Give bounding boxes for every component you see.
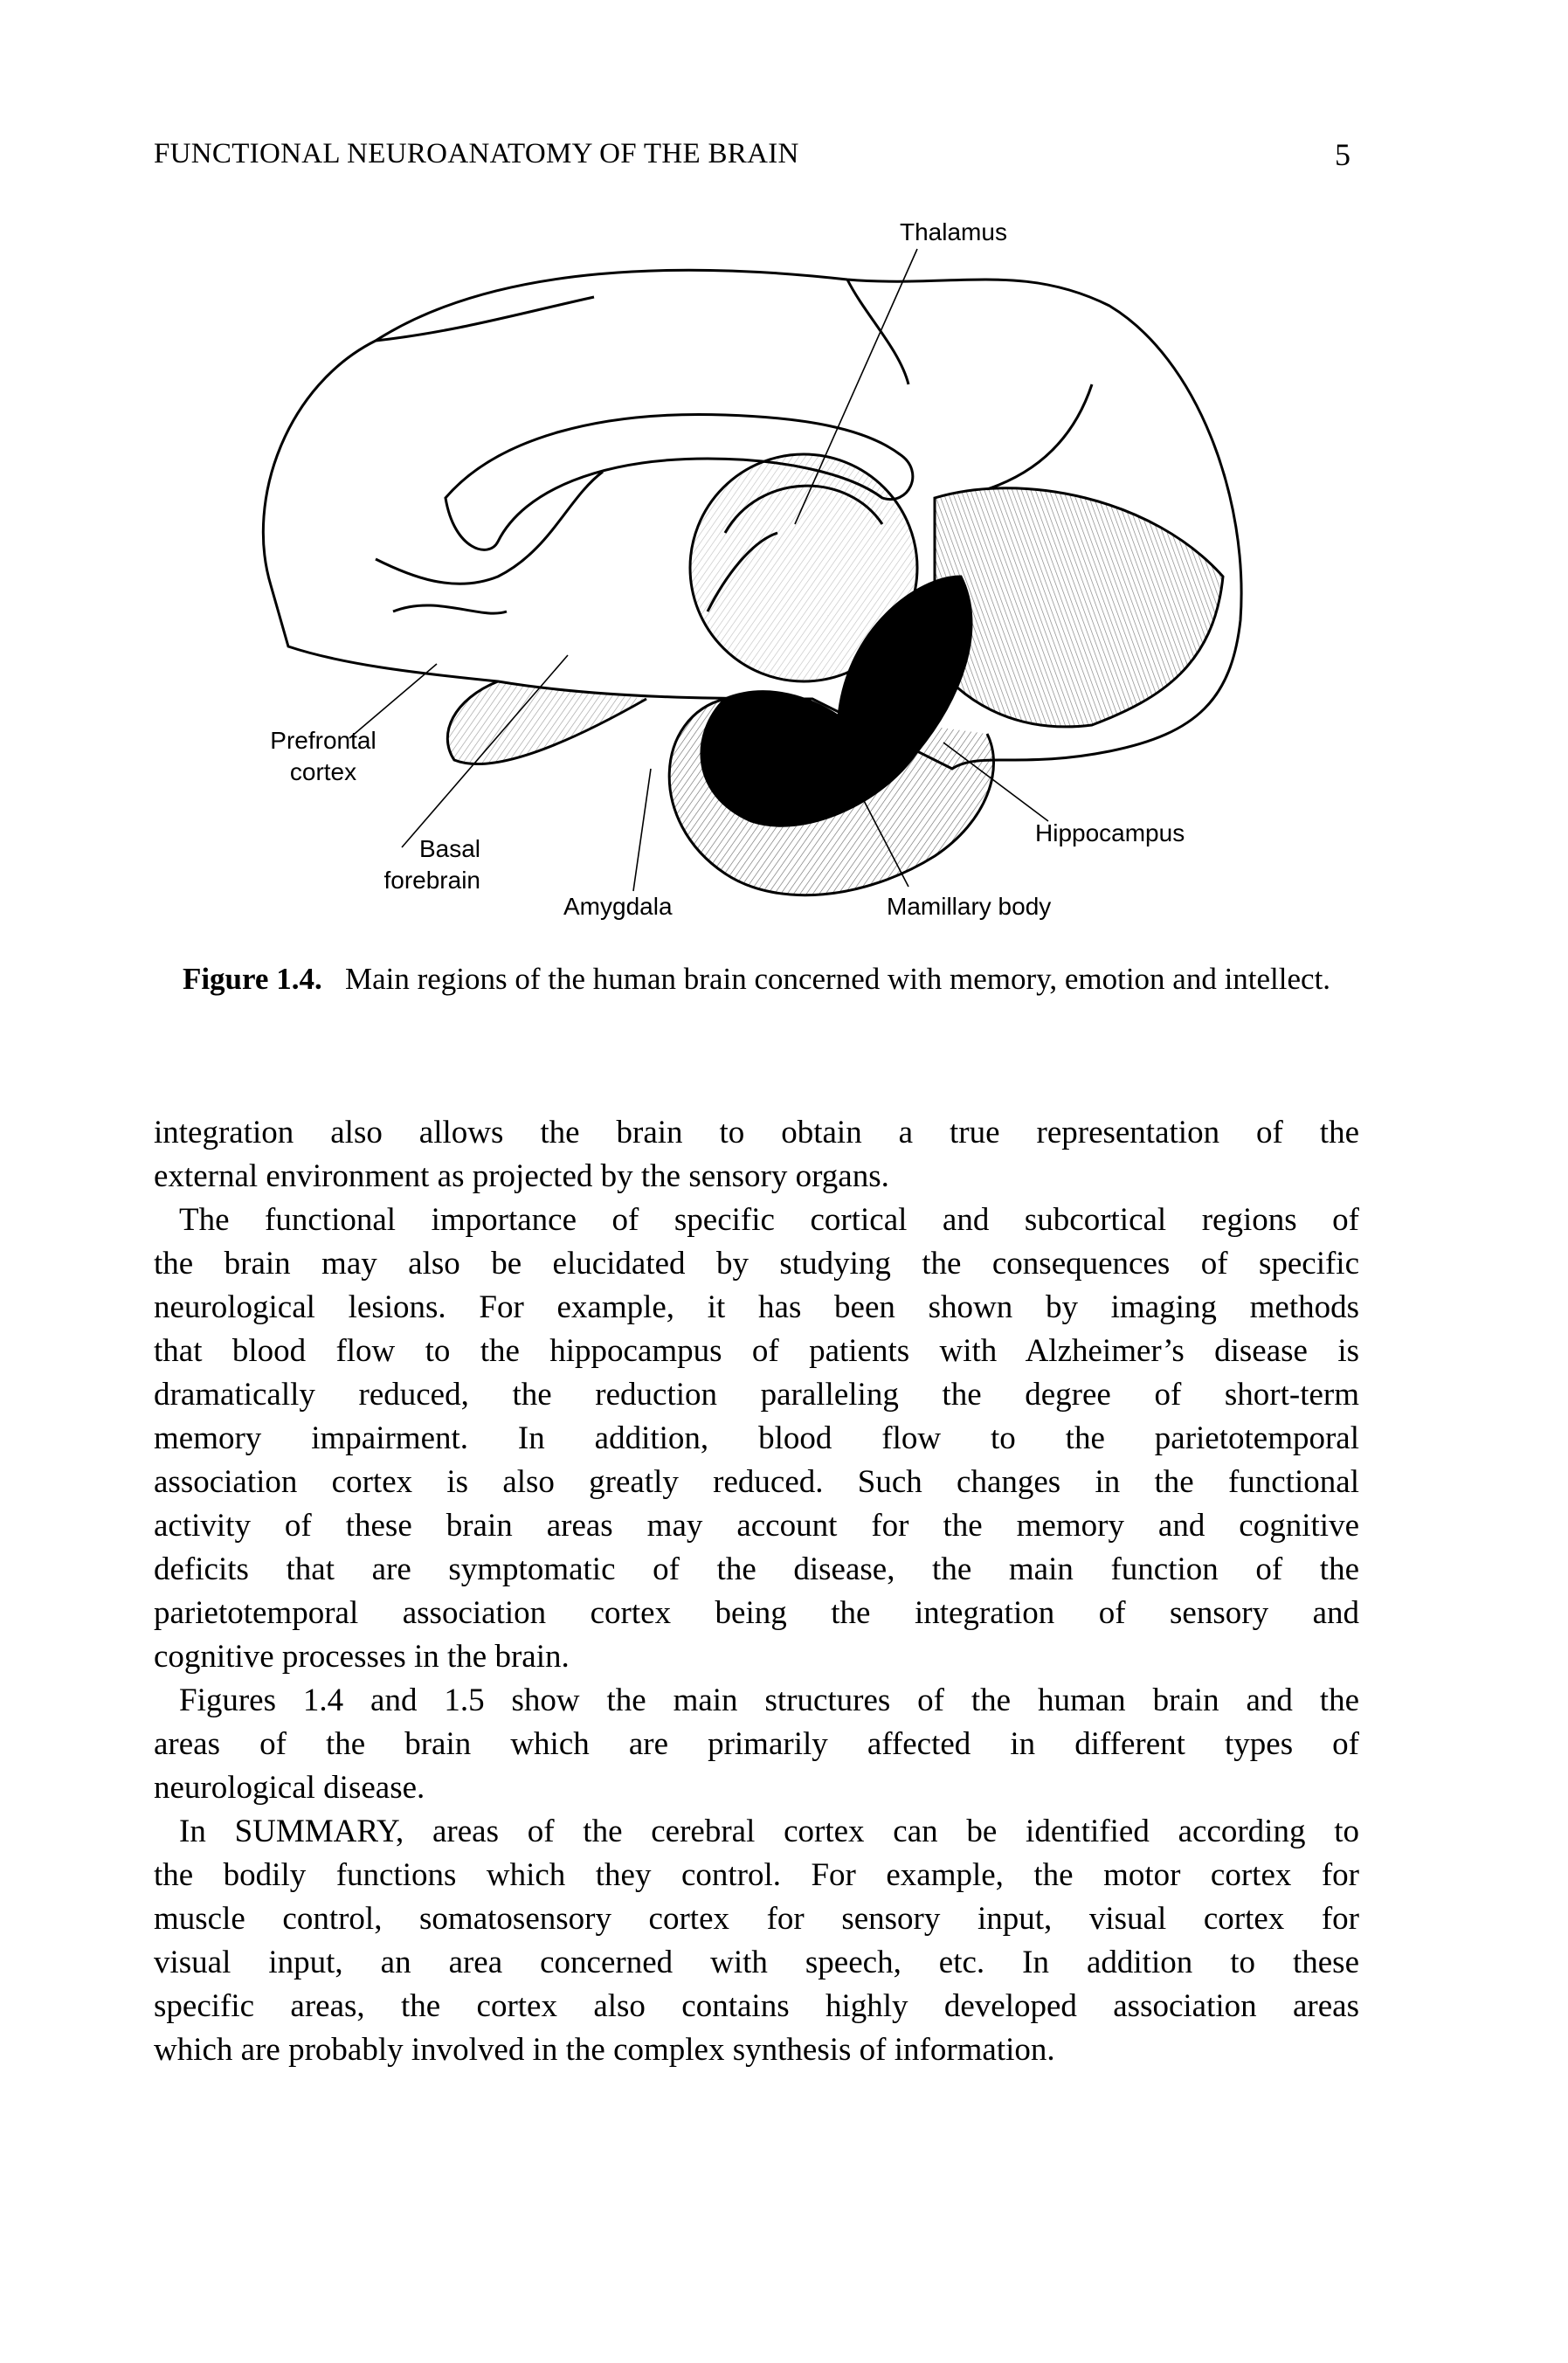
text-line: In SUMMARY, areas of the cerebral cortex can be identified according to	[179, 1814, 1359, 1849]
text-line: memory impairment. In addition, blood flow to the parietotemporal	[154, 1420, 1359, 1456]
label-basal-forebrain	[349, 833, 480, 896]
text-line: Figures 1.4 and 1.5 show the main structures of the human brain and the	[179, 1682, 1359, 1718]
page-number: 5	[1335, 137, 1350, 172]
text-line: the brain may also be elucidated by studying the consequences of specific	[154, 1246, 1359, 1282]
figure-caption	[154, 961, 1359, 998]
label-basal-line1: Basal	[418, 835, 480, 862]
paragraph	[154, 1679, 1359, 1810]
text-line: neurological lesions. For example, it has been shown by imaging methods	[154, 1289, 1359, 1325]
running-head: FUNCTIONAL NEUROANATOMY OF THE BRAIN	[154, 138, 799, 169]
text-line: parietotemporal association cortex being the integration of sensory and	[154, 1595, 1359, 1631]
text-line: areas of the brain which are primarily affected in different types of	[154, 1726, 1359, 1762]
text-line: muscle control, somatosensory cortex for sensory input, visual cortex for	[154, 1901, 1359, 1937]
brain-figure	[236, 210, 1267, 926]
text-line: activity of these brain areas may account for the memory and cognitive	[154, 1508, 1359, 1544]
text-line: visual input, an area concerned with speech, etc. In addition to these	[154, 1945, 1359, 1980]
label-prefrontal-line1: Prefrontal	[270, 727, 376, 754]
label-prefrontal-line2: cortex	[289, 758, 357, 785]
caption-label: Figure 1.4.	[182, 962, 322, 996]
text-line: neurological disease.	[154, 1770, 425, 1806]
label-basal-line2: forebrain	[383, 867, 480, 894]
label-mamillary-body: Mamillary body	[887, 893, 1052, 920]
caption-text: Main regions of the human brain concerned with memory, emotion and intellect.	[344, 962, 1331, 996]
text-line: association cortex is also greatly reduced. Such changes in the functional	[154, 1464, 1359, 1500]
text-line: which are probably involved in the complex synthesis of information.	[154, 2032, 1055, 2068]
paragraph	[154, 1810, 1359, 2072]
label-amygdala: Amygdala	[563, 893, 673, 920]
label-hippocampus: Hippocampus	[1035, 819, 1185, 846]
text-line: specific areas, the cortex also contains highly developed association areas	[154, 1988, 1359, 2024]
text-line: The functional importance of specific cortical and subcortical regions of	[179, 1202, 1359, 1238]
leader-basal	[402, 655, 568, 847]
label-thalamus: Thalamus	[900, 218, 1007, 245]
text-line: that blood flow to the hippocampus of patients with Alzheimer’s disease is	[154, 1333, 1359, 1369]
leader-amygdala	[633, 769, 651, 891]
text-line: the bodily functions which they control. For example, the motor cortex for	[154, 1857, 1359, 1893]
text-line: deficits that are symptomatic of the disease, the main function of the	[154, 1551, 1359, 1587]
text-line: dramatically reduced, the reduction paralleling the degree of short-term	[154, 1377, 1359, 1413]
label-prefrontal-cortex	[258, 725, 389, 788]
text-line: external environment as projected by the sensory organs.	[154, 1158, 889, 1194]
text-line: integration also allows the brain to obtain a true representation of the	[154, 1115, 1359, 1150]
paragraph	[154, 1199, 1359, 1679]
paragraph	[154, 1111, 1359, 1199]
body-text	[154, 1111, 1359, 2072]
text-line: cognitive processes in the brain.	[154, 1639, 570, 1675]
